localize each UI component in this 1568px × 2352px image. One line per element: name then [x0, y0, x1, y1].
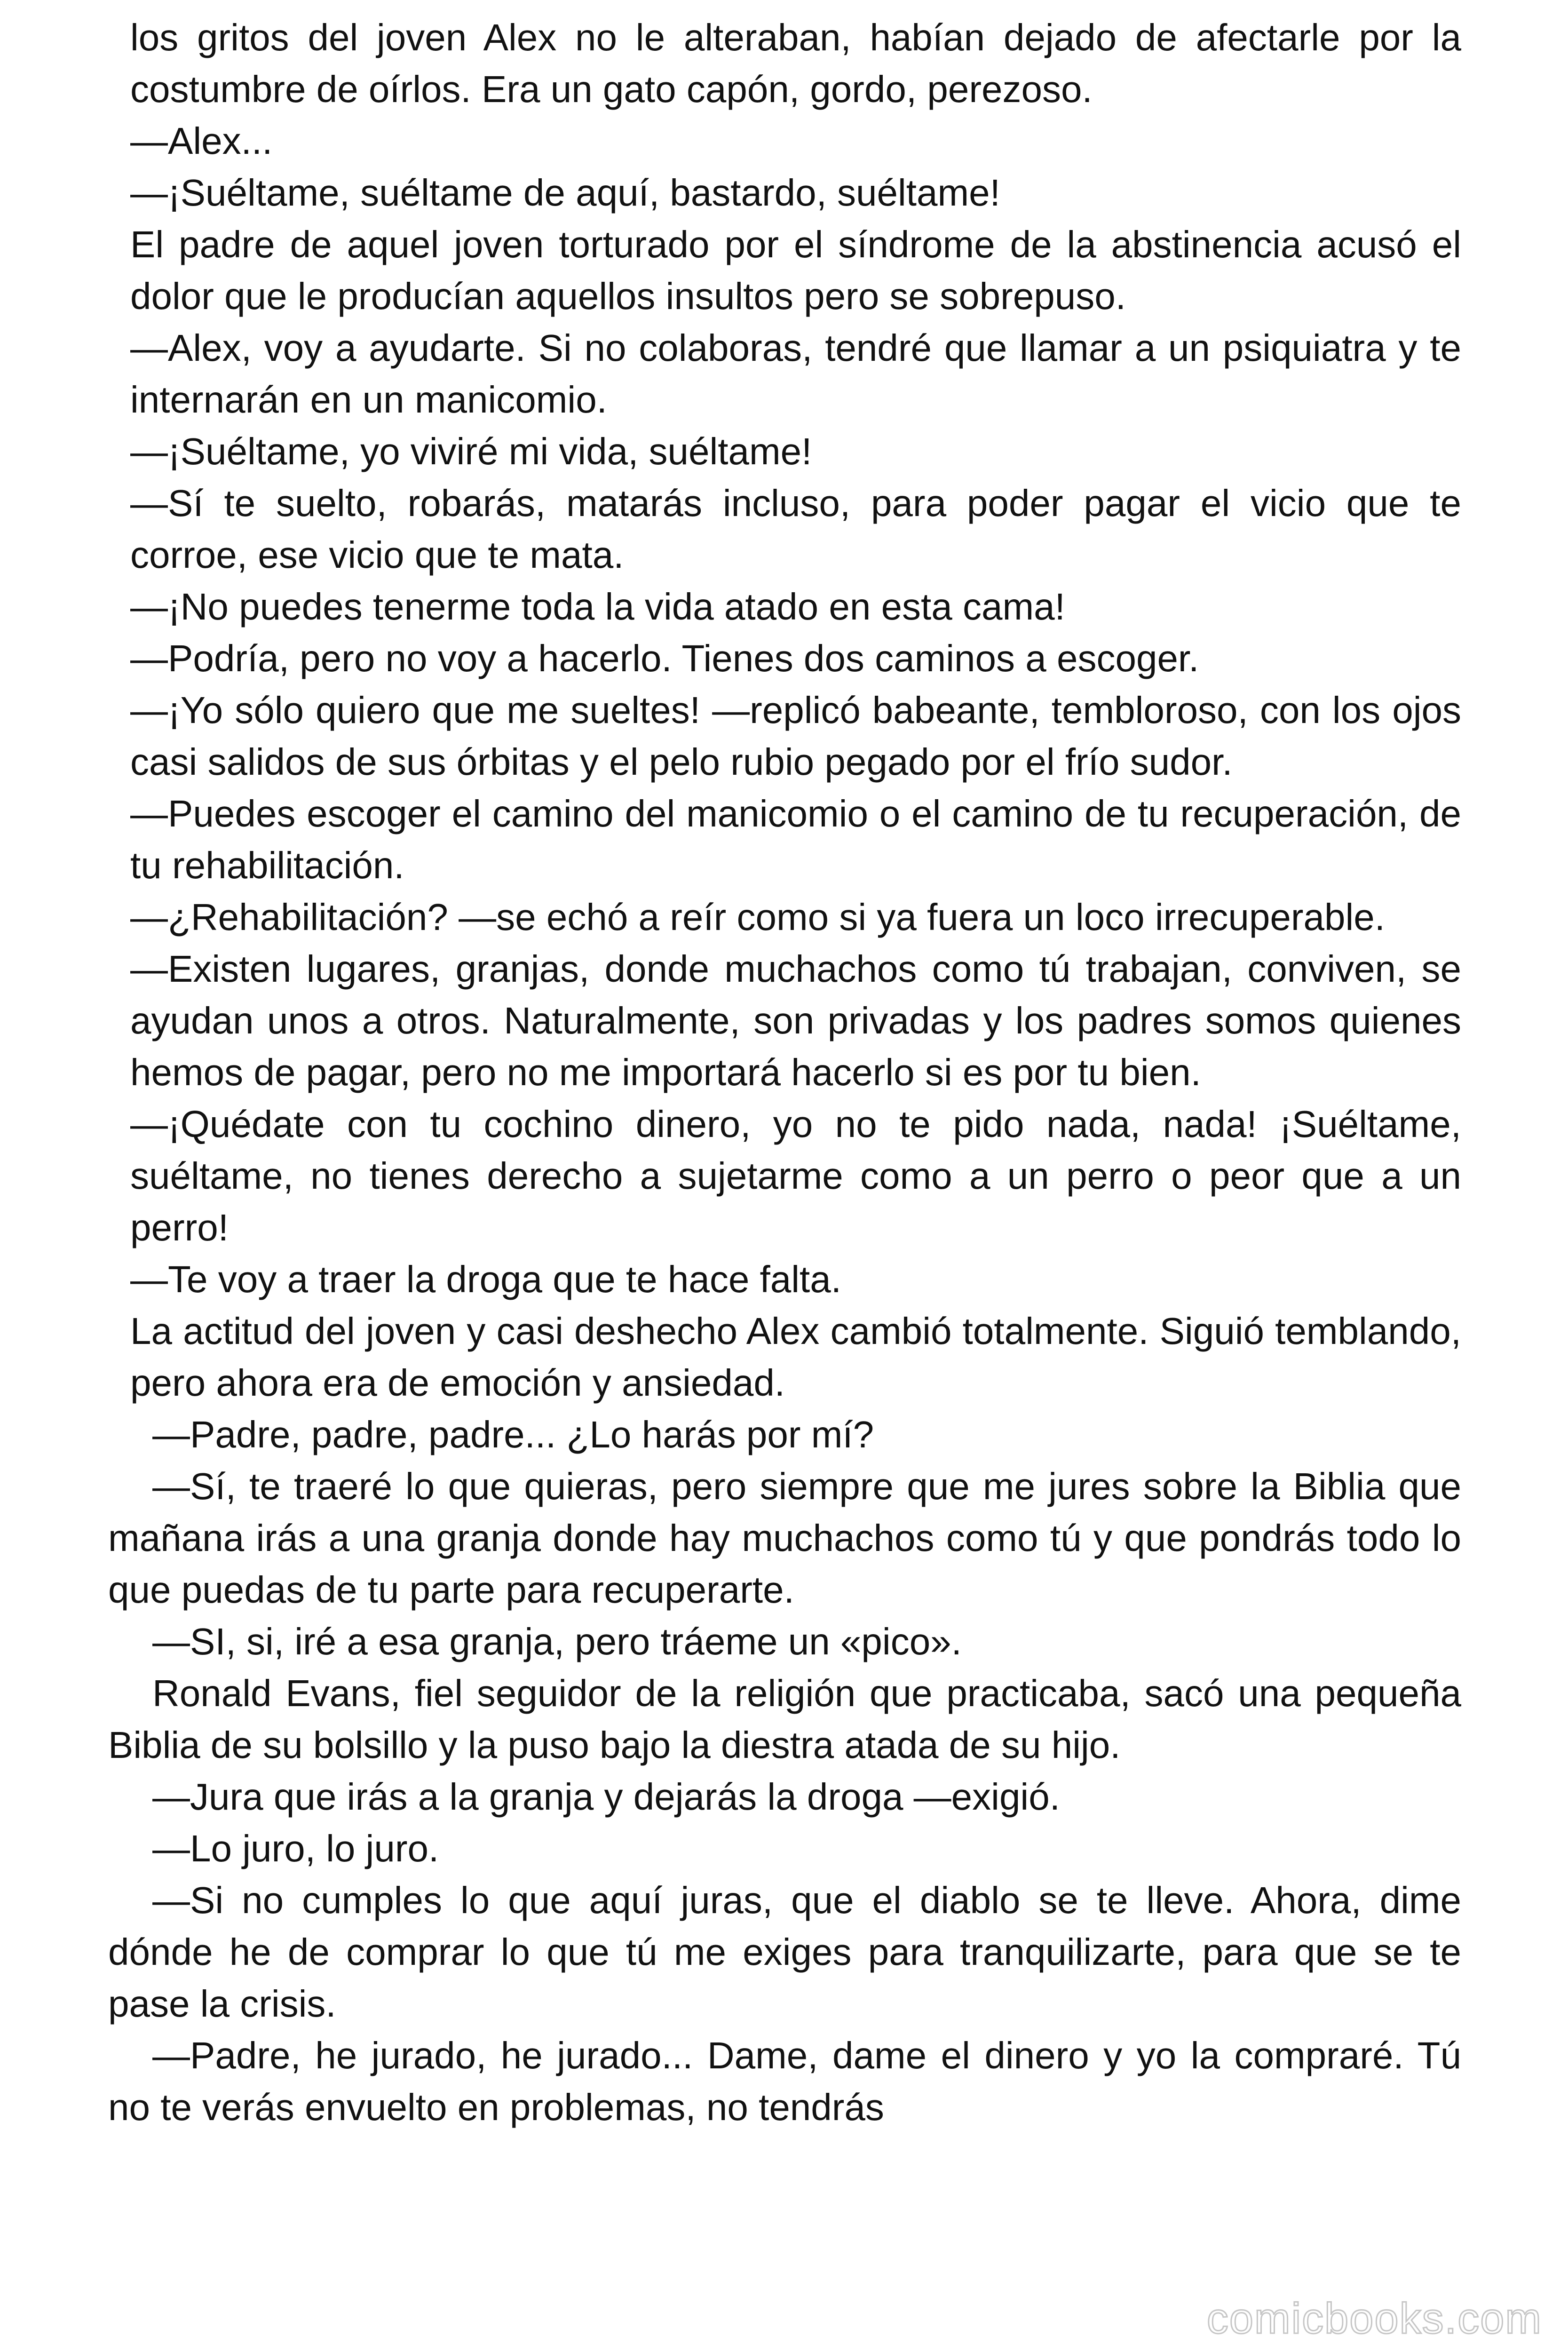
paragraph: —Jura que irás a la granja y dejarás la droga —exigió.	[152, 1776, 1060, 1818]
paragraph: —¡Quédate con tu cochino dinero, yo no te pido nada, nada! ¡Suéltame, suéltame, no tienes derecho a sujetarme como a un perro o peor que a un perro!	[130, 1103, 1461, 1248]
paragraph: —¡Suéltame, yo viviré mi vida, suéltame!	[130, 430, 812, 472]
paragraph: —Existen lugares, granjas, donde muchachos como tú trabajan, conviven, se ayudan unos a otros. Naturalmente, son privadas y los padres somos quienes hemos de pagar, pero no me importará hacerlo si es por tu bien.	[130, 948, 1461, 1093]
paragraph: —SI, si, iré a esa granja, pero tráeme un «pico».	[152, 1621, 962, 1662]
paragraph: —Alex...	[130, 120, 273, 162]
paragraph: —¿Rehabilitación? —se echó a reír como si ya fuera un loco irrecuperable.	[130, 896, 1385, 938]
page-text	[108, 12, 1461, 2133]
paragraph: La actitud del joven y casi deshecho Alex cambió totalmente. Siguió temblando, pero ahora era de emoción y ansiedad.	[130, 1310, 1461, 1404]
paragraph: —Alex, voy a ayudarte. Si no colaboras, tendré que llamar a un psiquiatra y te internarán en un manicomio.	[130, 327, 1461, 421]
watermark: comicbooks.com	[1206, 2295, 1542, 2343]
paragraph: —Podría, pero no voy a hacerlo. Tienes dos caminos a escoger.	[130, 637, 1199, 679]
paragraph: Ronald Evans, fiel seguidor de la religión que practicaba, sacó una pequeña Biblia de su bolsillo y la puso bajo la diestra atada de su hijo.	[108, 1672, 1461, 1766]
paragraph: —Padre, he jurado, he jurado... Dame, dame el dinero y yo la compraré. Tú no te verás envuelto en problemas, no tendrás	[108, 2034, 1461, 2128]
paragraph: —¡No puedes tenerme toda la vida atado en esta cama!	[130, 586, 1065, 628]
paragraph: —Sí te suelto, robarás, matarás incluso, para poder pagar el vicio que te corroe, ese vicio que te mata.	[130, 482, 1461, 576]
paragraph: los gritos del joven Alex no le alteraban, habían dejado de afectarle por la costumbre de oírlos. Era un gato capón, gordo, perezoso.	[130, 16, 1461, 110]
paragraph: —Puedes escoger el camino del manicomio o el camino de tu recuperación, de tu rehabilitación.	[130, 793, 1461, 886]
paragraph: El padre de aquel joven torturado por el síndrome de la abstinencia acusó el dolor que le producían aquellos insultos pero se sobrepuso.	[130, 223, 1461, 317]
paragraph: —¡Yo sólo quiero que me sueltes! —replicó babeante, tembloroso, con los ojos casi salidos de sus órbitas y el pelo rubio pegado por el frío sudor.	[130, 689, 1461, 783]
paragraph: —Sí, te traeré lo que quieras, pero siempre que me jures sobre la Biblia que mañana irás a una granja donde hay muchachos como tú y que pondrás todo lo que puedas de tu parte para recuperarte.	[108, 1465, 1461, 1611]
paragraph: —¡Suéltame, suéltame de aquí, bastardo, suéltame!	[130, 172, 1000, 214]
paragraph: —Te voy a traer la droga que te hace falta.	[130, 1258, 841, 1300]
paragraph: —Lo juro, lo juro.	[152, 1828, 439, 1869]
paragraph: —Padre, padre, padre... ¿Lo harás por mí?	[152, 1414, 874, 1455]
paragraph: —Si no cumples lo que aquí juras, que el diablo se te lleve. Ahora, dime dónde he de comprar lo que tú me exiges para tranquilizarte, para que se te pase la crisis.	[108, 1879, 1461, 2025]
